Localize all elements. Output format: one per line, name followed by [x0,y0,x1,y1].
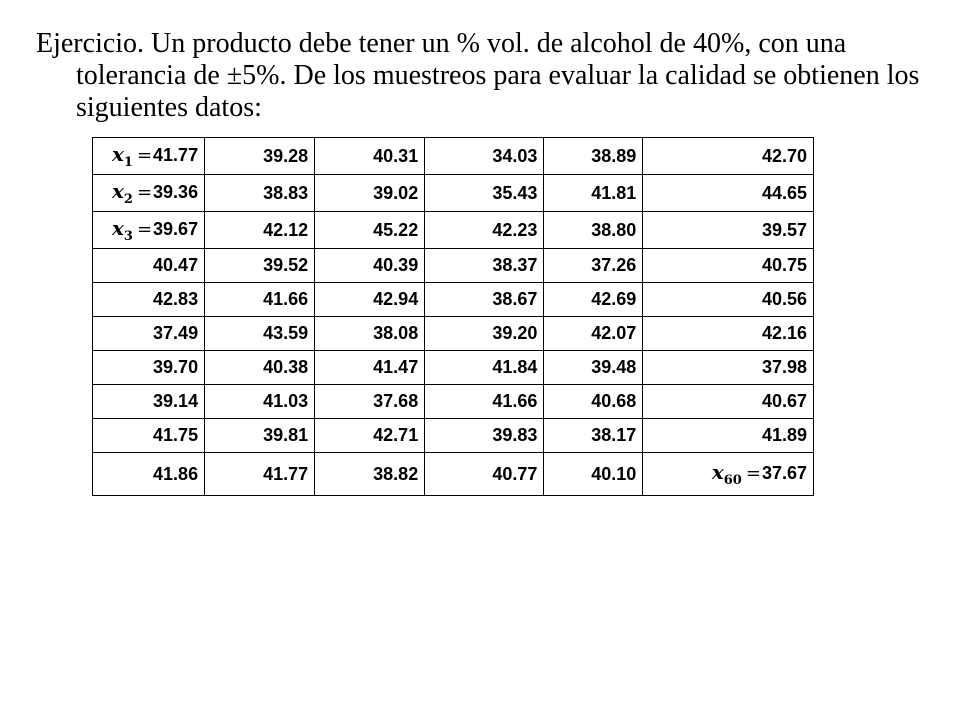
sample-label-x60 [643,453,814,496]
table-cell: 41.66 [425,385,544,419]
table-cell: 40.38 [205,351,315,385]
table-cell: 40.77 [425,453,544,496]
table-cell: 42.94 [315,283,425,317]
table-cell: 37.98 [643,351,814,385]
table-cell: 41.84 [425,351,544,385]
table-cell: 41.89 [643,419,814,453]
sample-label-x1 [93,138,205,175]
table-cell: 38.89 [544,138,643,175]
table-cell: 42.16 [643,317,814,351]
table-cell: 42.69 [544,283,643,317]
sample-symbol: $x_3$ [111,216,133,244]
table-cell: 39.70 [93,351,205,385]
table-row [93,249,814,283]
equals-sign: = [136,182,153,203]
table-cell: 39.48 [544,351,643,385]
table-cell: 40.31 [315,138,425,175]
exercise-prompt: Ejercicio. Un producto debe tener un % vol. de alcohol de 40%, con una tolerancia de ±5%. De los muestreos para evaluar la calidad se obtienen los siguientes datos: [36,28,920,123]
table-cell: 38.67 [425,283,544,317]
table-cell: 45.22 [315,212,425,249]
sample-symbol: $x_2$ [111,179,133,207]
table-row [93,283,814,317]
sample-subscript: 60 [723,473,742,488]
equals-sign: = [136,145,153,166]
sample-value: 41.77 [153,145,199,165]
table-cell: 38.08 [315,317,425,351]
samples-table-body [93,138,814,496]
table-row [93,453,814,496]
table-cell: 39.28 [205,138,315,175]
table-cell: 40.56 [643,283,814,317]
sample-symbol: $x_1$ [111,142,133,170]
sample-value: 39.36 [153,182,199,202]
table-cell: 40.47 [93,249,205,283]
table-cell: 41.47 [315,351,425,385]
table-cell: 41.86 [93,453,205,496]
table-cell: 40.68 [544,385,643,419]
table-row [93,212,814,249]
equals-sign: = [136,219,153,240]
table-cell: 42.70 [643,138,814,175]
table-cell: 42.23 [425,212,544,249]
table-cell: 34.03 [425,138,544,175]
table-cell: 44.65 [643,175,814,212]
table-row [93,138,814,175]
table-cell: 38.17 [544,419,643,453]
table-row [93,419,814,453]
sample-label-x2 [93,175,205,212]
table-row [93,317,814,351]
table-cell: 42.12 [205,212,315,249]
table-row [93,385,814,419]
equals-sign: = [745,463,761,484]
table-cell: 37.49 [93,317,205,351]
sample-value: 37.67 [761,463,807,483]
table-cell: 42.71 [315,419,425,453]
table-cell: 37.68 [315,385,425,419]
table-cell: 38.80 [544,212,643,249]
table-cell: 41.77 [205,453,315,496]
table-cell: 39.20 [425,317,544,351]
table-cell: 41.75 [93,419,205,453]
table-cell: 40.10 [544,453,643,496]
samples-table [92,137,814,496]
sample-subscript: 3 [123,229,133,244]
table-cell: 38.82 [315,453,425,496]
table-cell: 39.52 [205,249,315,283]
table-cell: 38.83 [205,175,315,212]
table-row [93,351,814,385]
table-cell: 43.59 [205,317,315,351]
table-cell: 41.03 [205,385,315,419]
table-cell: 42.07 [544,317,643,351]
table-cell: 40.67 [643,385,814,419]
table-cell: 38.37 [425,249,544,283]
table-cell: 39.02 [315,175,425,212]
table-cell: 35.43 [425,175,544,212]
table-cell: 39.83 [425,419,544,453]
table-cell: 41.81 [544,175,643,212]
table-cell: 39.81 [205,419,315,453]
table-cell: 41.66 [205,283,315,317]
sample-symbol: $x_{60}$ [711,460,742,488]
sample-subscript: 1 [123,155,133,170]
table-cell: 39.57 [643,212,814,249]
table-cell: 42.83 [93,283,205,317]
table-row [93,175,814,212]
sample-label-x3 [93,212,205,249]
sample-value: 39.67 [153,219,199,239]
table-cell: 40.75 [643,249,814,283]
table-cell: 40.39 [315,249,425,283]
table-cell: 39.14 [93,385,205,419]
table-cell: 37.26 [544,249,643,283]
sample-subscript: 2 [123,192,133,207]
